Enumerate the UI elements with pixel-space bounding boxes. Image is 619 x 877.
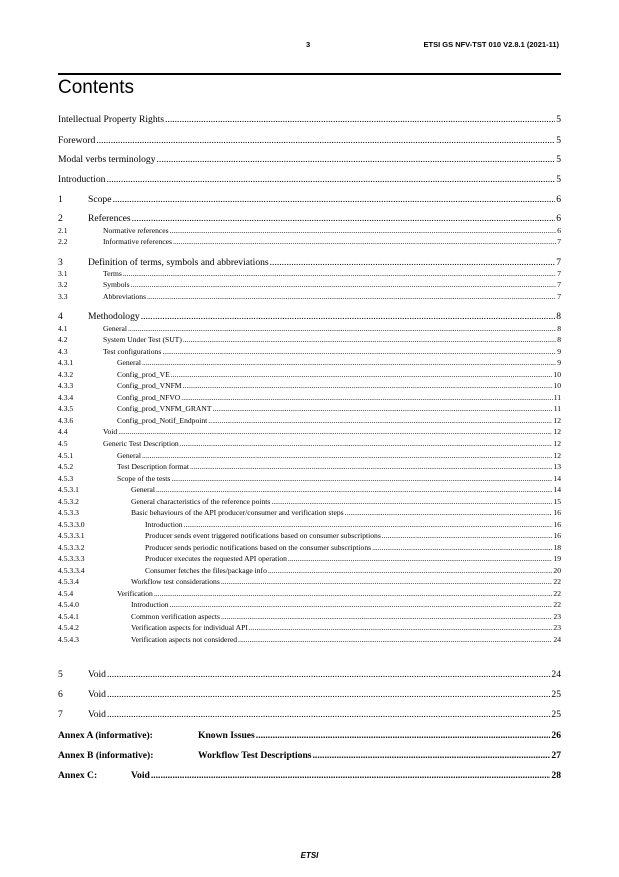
toc-entry-page: 15 [553, 497, 561, 506]
toc-dot-leader [184, 520, 553, 529]
toc-entry-page: 26 [551, 730, 561, 741]
toc-entry-title: Modal verbs terminology [58, 154, 156, 165]
toc-dot-leader [118, 427, 552, 436]
toc-entry-number: 4.5.3.1 [58, 485, 79, 494]
toc-dot-leader [183, 335, 556, 344]
toc-dot-leader [157, 154, 556, 165]
toc-entry-page: 10 [553, 370, 561, 379]
toc-dot-leader [256, 730, 551, 741]
toc-entry-title: Scope of the tests [117, 474, 171, 483]
toc-entry-title: Void [88, 709, 106, 720]
toc-entry-page: 11 [553, 393, 561, 402]
toc-dot-leader [270, 257, 556, 268]
toc-dot-leader [170, 226, 557, 235]
toc-entry-page: 23 [553, 612, 561, 621]
toc-entry-number: 4.5.3.4 [58, 577, 79, 586]
toc-entry[interactable] [58, 335, 561, 344]
toc-dot-leader [156, 485, 552, 494]
toc-entry-page: 7 [556, 257, 561, 268]
toc-entry[interactable] [58, 311, 561, 322]
toc-entry-number: 4.5 [58, 439, 68, 448]
toc-entry-number: 2.1 [58, 226, 68, 235]
toc-entry-page: 13 [553, 462, 561, 471]
toc-entry-page: 16 [553, 531, 561, 540]
toc-entry[interactable] [58, 474, 561, 483]
toc-entry[interactable] [58, 554, 561, 563]
toc-entry-title: Introduction [145, 520, 183, 529]
toc-entry[interactable] [58, 269, 561, 278]
toc-dot-leader [162, 347, 556, 356]
toc-entry-number: 4.5.3.3.4 [58, 566, 85, 575]
toc-entry-page: 23 [553, 623, 561, 632]
toc-entry[interactable] [58, 689, 561, 700]
toc-entry-page: 16 [553, 520, 561, 529]
toc-entry[interactable] [58, 669, 561, 680]
toc-entry-page: 27 [551, 750, 561, 761]
toc-entry-title: Verification aspects not considered [131, 635, 238, 644]
document-id: ETSI GS NFV-TST 010 V2.8.1 (2021-11) [423, 40, 559, 49]
toc-entry[interactable] [58, 381, 561, 390]
toc-entry-number: 1 [58, 194, 63, 205]
toc-entry-title: Verification [117, 589, 153, 598]
toc-entry-title: Config_prod_VE [117, 370, 170, 379]
toc-entry-number: Annex B (informative): [58, 750, 154, 761]
toc-entry[interactable] [58, 257, 561, 268]
toc-entry-page: 6 [556, 194, 561, 205]
toc-entry-page: 20 [553, 566, 561, 575]
toc-entry-page: 10 [553, 381, 561, 390]
toc-entry-page: 7 [557, 292, 561, 301]
toc-entry-title: Terms [103, 269, 122, 278]
toc-entry-number: 4.5.3.3 [58, 508, 79, 517]
toc-dot-leader [165, 114, 555, 125]
toc-entry[interactable] [58, 508, 561, 517]
toc-dot-leader [171, 474, 552, 483]
toc-entry-page: 7 [557, 237, 561, 246]
toc-dot-leader [107, 689, 550, 700]
toc-entry[interactable] [58, 154, 561, 165]
toc-entry-number: 3.3 [58, 292, 68, 301]
toc-entry[interactable] [58, 612, 561, 621]
toc-entry-number: 2 [58, 213, 63, 224]
toc-entry-page: 6 [557, 226, 561, 235]
toc-entry-number: 6 [58, 689, 63, 700]
toc-entry-page: 7 [557, 269, 561, 278]
toc-entry-title: Common verification aspects [131, 612, 220, 621]
toc-entry-page: 7 [557, 280, 561, 289]
toc-entry-title: Foreword [58, 135, 96, 146]
toc-dot-leader [180, 439, 553, 448]
toc-entry[interactable] [58, 485, 561, 494]
toc-entry[interactable] [58, 370, 561, 379]
toc-dot-leader [345, 508, 553, 517]
toc-dot-leader [107, 669, 550, 680]
toc-entry-number: Annex A (informative): [58, 730, 153, 741]
toc-dot-leader [151, 770, 551, 781]
toc-entry[interactable] [58, 709, 561, 720]
toc-entry-page: 12 [553, 439, 561, 448]
toc-dot-leader [313, 750, 551, 761]
toc-entry[interactable] [58, 566, 561, 575]
toc-entry-number: 4.4 [58, 427, 68, 436]
toc-entry[interactable] [58, 174, 561, 185]
page-title: Contents [58, 77, 135, 98]
toc-entry-number: 4.3.1 [58, 358, 74, 367]
toc-entry-page: 12 [553, 451, 561, 460]
toc-dot-leader [173, 237, 556, 246]
toc-entry-page: 6 [556, 213, 561, 224]
toc-dot-leader [181, 393, 552, 402]
toc-entry[interactable] [58, 635, 561, 644]
toc-entry-title: Void [131, 770, 150, 781]
toc-entry-number: 2.2 [58, 237, 68, 246]
toc-entry-page: 12 [553, 416, 561, 425]
toc-entry[interactable] [58, 531, 561, 540]
toc-dot-leader [190, 462, 552, 471]
toc-entry-number: 4.5.4.2 [58, 623, 79, 632]
toc-entry-number: 4.3.3 [58, 381, 74, 390]
toc-entry[interactable] [58, 213, 561, 224]
toc-entry[interactable] [58, 237, 561, 246]
toc-entry-title: Config_prod_VNFM_GRANT [117, 404, 212, 413]
toc-dot-leader [106, 174, 555, 185]
toc-entry-title: General [117, 451, 142, 460]
toc-dot-leader [141, 311, 556, 322]
toc-entry-title: Introduction [58, 174, 106, 185]
toc-entry-number: 4.5.4.3 [58, 635, 79, 644]
page-number: 3 [306, 40, 311, 49]
toc-entry-title: Basic behaviours of the API producer/consumer and verification steps [131, 508, 344, 517]
toc-entry-page: 9 [557, 347, 561, 356]
toc-dot-leader [142, 451, 552, 460]
toc-entry-page: 25 [551, 689, 561, 700]
toc-entry-number: 4.5.1 [58, 451, 74, 460]
toc-entry[interactable] [58, 589, 561, 598]
toc-entry-title: Config_prod_Notif_Endpoint [117, 416, 208, 425]
toc-entry-title: Test configurations [103, 347, 162, 356]
toc-entry[interactable] [58, 750, 561, 761]
toc-entry-title: Intellectual Property Rights [58, 114, 165, 125]
toc-entry-page: 16 [553, 508, 561, 517]
toc-entry-page: 24 [553, 635, 561, 644]
toc-entry-page: 5 [556, 174, 561, 185]
toc-entry-title: Producer sends periodic notifications based on the consumer subscriptions [145, 543, 372, 552]
toc-dot-leader [128, 324, 556, 333]
toc-entry-title: Producer sends event triggered notifications based on consumer subscriptions [145, 531, 381, 540]
toc-entry[interactable] [58, 393, 561, 402]
toc-entry-number: 4.5.3.3.0 [58, 520, 85, 529]
toc-entry-number: 4 [58, 311, 63, 322]
toc-entry[interactable] [58, 226, 561, 235]
toc-entry-page: 28 [551, 770, 561, 781]
toc-entry-page: 25 [551, 709, 561, 720]
toc-entry-title: Methodology [88, 311, 140, 322]
toc-dot-leader [170, 600, 553, 609]
toc-entry-page: 8 [556, 311, 561, 322]
toc-dot-leader [132, 213, 556, 224]
toc-entry[interactable] [58, 292, 561, 301]
toc-dot-leader [107, 709, 550, 720]
toc-entry-number: 3.2 [58, 280, 68, 289]
toc-entry-page: 5 [556, 135, 561, 146]
toc-entry-page: 24 [551, 669, 561, 680]
toc-entry[interactable] [58, 600, 561, 609]
toc-entry-title: Test Description format [117, 462, 190, 471]
toc-entry-title: Config_prod_NFVO [117, 393, 181, 402]
toc-entry-number: 4.3.5 [58, 404, 74, 413]
toc-entry-number: 4.3.4 [58, 393, 74, 402]
toc-entry[interactable] [58, 543, 561, 552]
toc-entry-page: 14 [553, 474, 561, 483]
toc-dot-leader [171, 370, 553, 379]
toc-entry[interactable] [58, 623, 561, 632]
toc-dot-leader [221, 612, 552, 621]
toc-entry-title: General [131, 485, 156, 494]
toc-entry-title: Void [103, 427, 118, 436]
toc-dot-leader [288, 554, 552, 563]
toc-entry-number: Annex C: [58, 770, 98, 781]
toc-entry-page: 11 [553, 404, 561, 413]
toc-entry-number: 4.3.2 [58, 370, 74, 379]
toc-entry-number: 4.5.3 [58, 474, 74, 483]
toc-dot-leader [112, 194, 555, 205]
toc-dot-leader [147, 292, 556, 301]
toc-entry-title: Introduction [131, 600, 169, 609]
toc-entry-number: 4.5.3.3.3 [58, 554, 85, 563]
toc-dot-leader [96, 135, 555, 146]
toc-entry-page: 9 [557, 358, 561, 367]
toc-entry-title: Config_prod_VNFM [117, 381, 182, 390]
toc-dot-leader [123, 269, 556, 278]
toc-dot-leader [131, 280, 557, 289]
toc-entry-title: General characteristics of the reference points [131, 497, 271, 506]
toc-entry[interactable] [58, 280, 561, 289]
toc-entry-page: 12 [553, 427, 561, 436]
toc-entry-page: 22 [553, 577, 561, 586]
toc-entry-page: 22 [553, 589, 561, 598]
toc-entry-number: 4.5.3.3.1 [58, 531, 85, 540]
toc-dot-leader [213, 404, 553, 413]
toc-entry[interactable] [58, 577, 561, 586]
toc-entry[interactable] [58, 520, 561, 529]
toc-entry[interactable] [58, 135, 561, 146]
toc-entry-number: 5 [58, 669, 63, 680]
toc-entry-title: Verification aspects for individual API [131, 623, 248, 632]
toc-entry-title: Workflow Test Descriptions [198, 750, 312, 761]
toc-dot-leader [268, 566, 553, 575]
toc-entry-title: Normative references [103, 226, 169, 235]
toc-entry-title: Void [88, 669, 106, 680]
toc-entry-number: 4.5.4.0 [58, 600, 79, 609]
toc-entry-title: Void [88, 689, 106, 700]
toc-dot-leader [238, 635, 552, 644]
toc-entry-page: 5 [556, 154, 561, 165]
toc-entry-page: 14 [553, 485, 561, 494]
toc-entry-title: Abbreviations [103, 292, 147, 301]
toc-entry-number: 3.1 [58, 269, 68, 278]
toc-entry-title: General [117, 358, 142, 367]
toc-dot-leader [221, 577, 553, 586]
toc-entry-page: 5 [556, 114, 561, 125]
toc-dot-leader [183, 381, 553, 390]
toc-dot-leader [154, 589, 553, 598]
toc-entry-number: 7 [58, 709, 63, 720]
toc-entry-title: Consumer fetches the files/package info [145, 566, 267, 575]
toc-entry-page: 18 [553, 543, 561, 552]
toc-entry-number: 4.5.3.3.2 [58, 543, 85, 552]
toc-entry-number: 4.3 [58, 347, 68, 356]
toc-entry[interactable] [58, 730, 561, 741]
toc-entry[interactable] [58, 358, 561, 367]
toc-entry[interactable] [58, 324, 561, 333]
toc-dot-leader [142, 358, 556, 367]
toc-entry-number: 4.2 [58, 335, 68, 344]
toc-entry-title: General [103, 324, 128, 333]
toc-entry-title: Producer executes the requested API operation [145, 554, 287, 563]
toc-entry-number: 4.5.4.1 [58, 612, 79, 621]
toc-entry-title: Scope [88, 194, 112, 205]
toc-entry-title: Generic Test Description [103, 439, 179, 448]
toc-entry-title: Symbols [103, 280, 130, 289]
toc-dot-leader [249, 623, 553, 632]
toc-entry-number: 3 [58, 257, 63, 268]
toc-entry[interactable] [58, 194, 561, 205]
footer-etsi: ETSI [300, 851, 319, 860]
toc-entry-number: 4.5.2 [58, 462, 74, 471]
toc-entry[interactable] [58, 416, 561, 425]
toc-entry-title: Definition of terms, symbols and abbreviations [88, 257, 269, 268]
toc-entry[interactable] [58, 462, 561, 471]
toc-entry[interactable] [58, 404, 561, 413]
toc-dot-leader [208, 416, 552, 425]
toc-dot-leader [382, 531, 553, 540]
toc-entry-title: System Under Test (SUT) [103, 335, 182, 344]
toc-entry[interactable] [58, 114, 561, 125]
toc-entry-page: 19 [553, 554, 561, 563]
toc-entry[interactable] [58, 497, 561, 506]
toc-entry[interactable] [58, 347, 561, 356]
toc-entry[interactable] [58, 451, 561, 460]
toc-entry-page: 8 [557, 324, 561, 333]
toc-entry-number: 4.1 [58, 324, 68, 333]
toc-entry-page: 22 [553, 600, 561, 609]
toc-entry[interactable] [58, 427, 561, 436]
toc-entry-title: References [88, 213, 131, 224]
toc-entry[interactable] [58, 439, 561, 448]
toc-entry-number: 4.5.3.2 [58, 497, 79, 506]
toc-entry-title: Known Issues [198, 730, 255, 741]
toc-entry-number: 4.5.4 [58, 589, 74, 598]
toc-dot-leader [271, 497, 552, 506]
toc-entry-title: Workflow test considerations [131, 577, 220, 586]
toc-entry-page: 8 [557, 335, 561, 344]
toc-entry-title: Informative references [103, 237, 172, 246]
toc-dot-leader [372, 543, 552, 552]
toc-entry[interactable] [58, 770, 561, 781]
toc-entry-number: 4.3.6 [58, 416, 74, 425]
